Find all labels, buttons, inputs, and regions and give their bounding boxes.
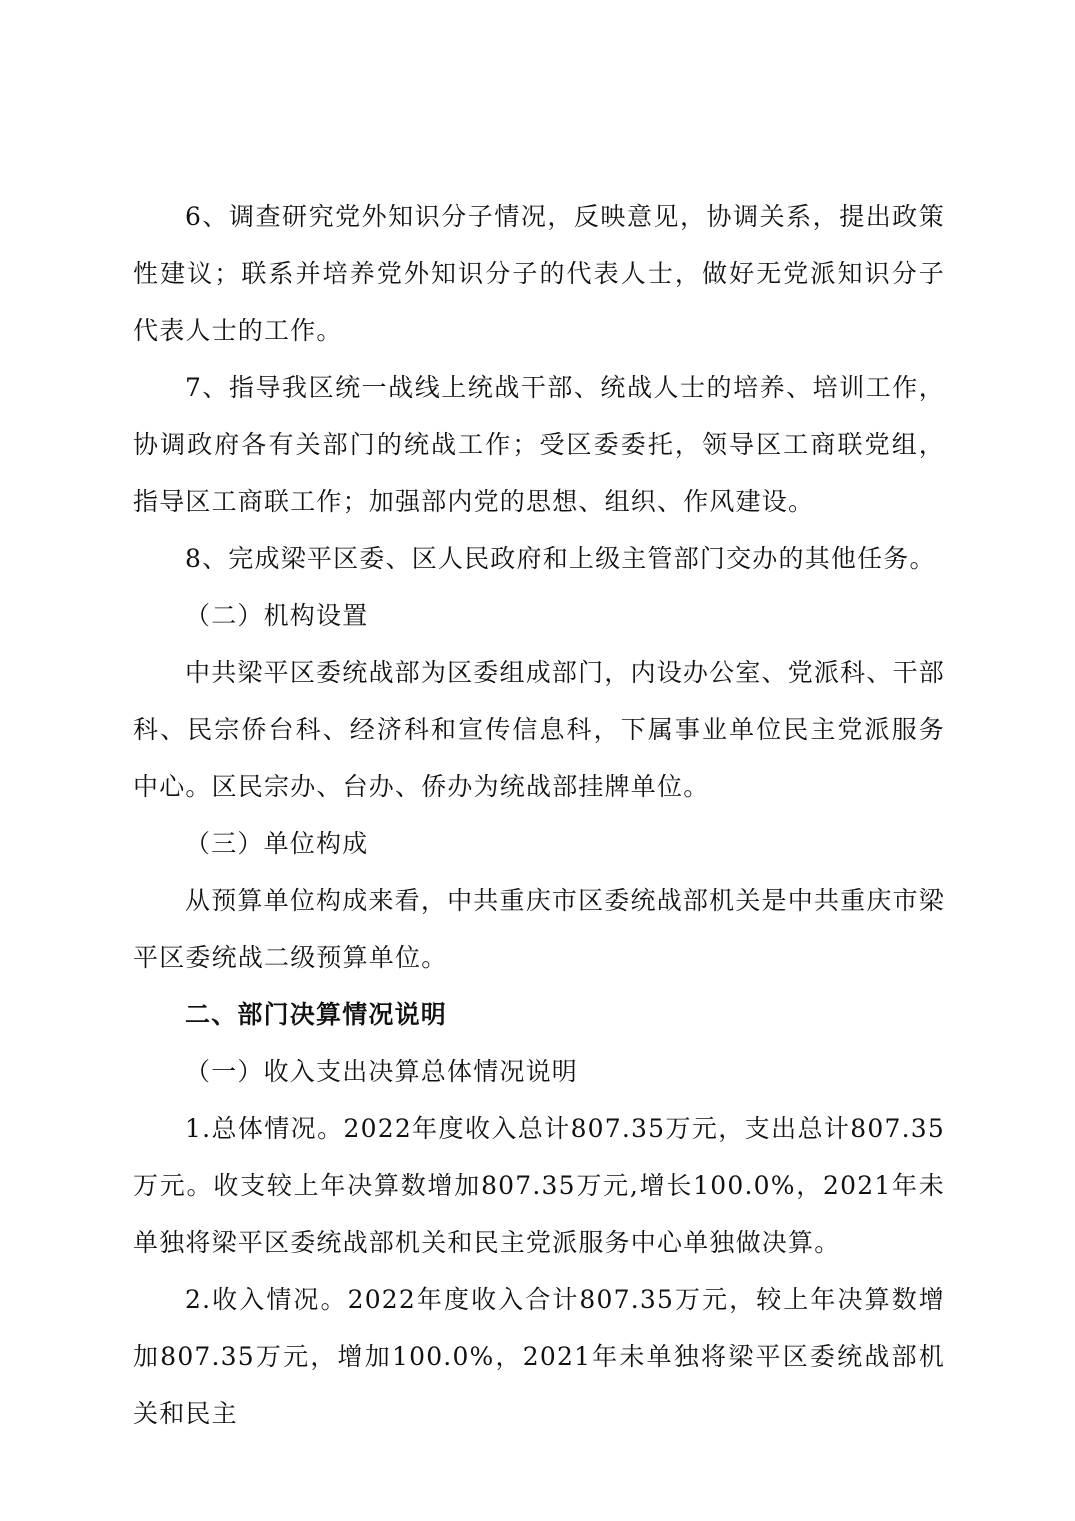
paragraph-overall-situation: 1.总体情况。2022年度收入总计807.35万元，支出总计807.35万元。收支较上年决算数增加807.35万元,增长100.0%，2021年未单独将梁平区委统战部机关和民主党派服务中心单独做决算。 xyxy=(133,1114,945,1257)
paragraph-unit-composition: 从预算单位构成来看，中共重庆市区委统战部机关是中共重庆市梁平区委统战二级预算单位。 xyxy=(133,886,945,972)
paragraph-organization: 中共梁平区委统战部为区委组成部门，内设办公室、党派科、干部科、民宗侨台科、经济科和宣传信息科，下属事业单位民主党派服务中心。区民宗办、台办、侨办为统战部挂牌单位。 xyxy=(133,658,945,801)
paragraph-duty-7: 7、指导我区统一战线上统战干部、统战人士的培养、培训工作，协调政府各有关部门的统战工作；受区委委托，领导区工商联党组，指导区工商联工作；加强部内党的思想、组织、作风建设。 xyxy=(133,373,945,516)
paragraph-income-situation: 2.收入情况。2022年度收入合计807.35万元，较上年决算数增加807.35万元，增加100.0%，2021年未单独将梁平区委统战部机关和民主 xyxy=(133,1285,945,1428)
section-heading-unit-composition: （三）单位构成 xyxy=(185,829,369,858)
document-body xyxy=(133,188,945,1442)
paragraph-duty-8: 8、完成梁平区委、区人民政府和上级主管部门交办的其他任务。 xyxy=(185,544,936,573)
paragraph-duty-6: 6、调查研究党外知识分子情况，反映意见，协调关系，提出政策性建议；联系并培养党外知识分子的代表人士，做好无党派知识分子代表人士的工作。 xyxy=(133,202,945,345)
section-heading-overall-income-expense: （一）收入支出决算总体情况说明 xyxy=(185,1057,579,1086)
section-heading-organization: （二）机构设置 xyxy=(185,601,369,630)
chapter-heading-final-accounts: 二、部门决算情况说明 xyxy=(185,1000,448,1029)
